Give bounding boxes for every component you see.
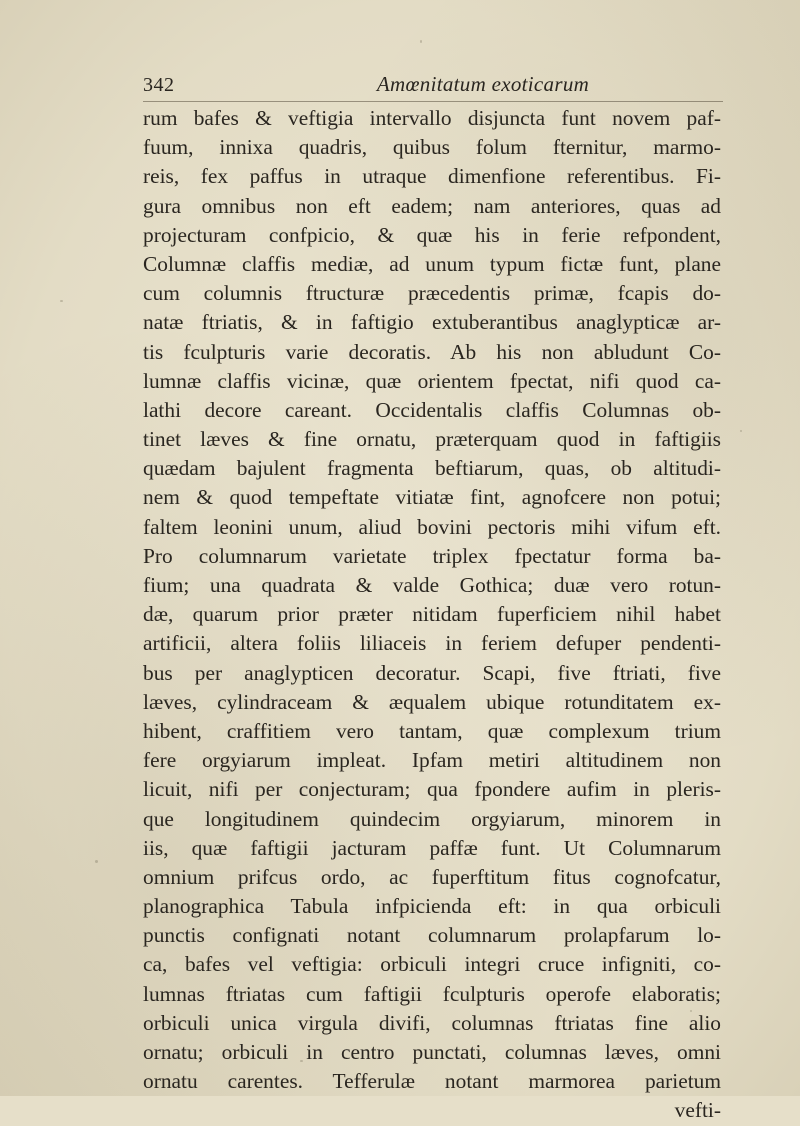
text-line: læves, cylindraceam & æqualem ubique rotunditatem ex- [143,689,721,714]
text-line: tis fculpturis varie decoratis. Ab his non abludunt Co- [143,339,721,364]
text-line: natæ ftriatis, & in faftigio extuberantibus anaglypticæ ar- [143,310,721,335]
paper-speck [300,1060,303,1062]
text-line: que longitudinem quindecim orgyiarum, minorem in [143,806,721,831]
paper-speck [690,1010,692,1012]
text-line: iis, quæ faftigii jacturam paffæ funt. Ut Columnarum [143,835,721,860]
text-line: lumnas ftriatas cum faftigii fculpturis operofe elaboratis; [143,981,721,1006]
paper-speck [95,860,98,863]
text-line: gura omnibus non eft eadem; nam anteriores, quas ad [143,193,721,218]
paper-speck [60,300,63,302]
text-line: ornatu; orbiculi in centro punctati, columnas læves, omni [143,1040,721,1064]
running-head: Amœnitatum exoticarum [376,72,590,96]
text-line: punctis confignati notant columnarum prolapfarum lo- [143,923,721,948]
text-line: projecturam confpicio, & quæ his in ferie refpondent, [143,222,721,247]
text-line: fium; una quadrata & valde Gothica; duæ vero rotun- [143,573,721,597]
text-line: Columnæ claffis mediæ, ad unum typum fictæ funt, plane [143,251,721,276]
text-line: dæ, quarum prior præter nitidam fuperficiem nihil habet [143,602,721,627]
text-line: cum columnis ftructuræ præcedentis primæ, fcapis do- [143,281,721,306]
text-line: fere orgyiarum impleat. Ipfam metiri altitudinem non [143,748,721,773]
text-line: Pro columnarum varietate triplex fpectatur forma ba- [143,543,721,568]
text-line: hibent, craffitiem vero tantam, quæ complexum trium [143,718,721,743]
catchword: vefti- [674,1098,721,1123]
text-line: planographica Tabula infpicienda eft: in qua orbiculi [143,894,721,919]
text-line: lathi decore careant. Occidentalis claffis Columnas ob- [143,397,721,422]
text-line: reis, fex paffus in utraque dimenfione referentibus. Fi- [143,164,721,189]
text-line: omnium prifcus ordo, ac fuperftitum fitus cognofcatur, [143,864,721,889]
text-line: ornatu carentes. Tefferulæ notant marmorea parietum [143,1069,721,1094]
text-line: faltem leonini unum, aliud bovini pectoris mihi vifum eft. [143,514,721,539]
text-line: tinet læves & fine ornatu, præterquam quod in faftigiis [143,427,721,452]
body-text [143,104,721,1126]
text-line: licuit, nifi per conjecturam; qua fpondere aufim in pleris- [143,777,721,802]
text-line: ca, bafes vel veftigia: orbiculi integri cruce infigniti, co- [143,952,721,977]
text-line: lumnæ claffis vicinæ, quæ orientem fpectat, nifi quod ca- [143,368,721,393]
text-line: rum bafes & veftigia intervallo disjuncta funt novem paf- [143,106,721,130]
page-header [143,72,723,102]
text-line: orbiculi unica virgula divifi, columnas ftriatas fine alio [143,1010,721,1035]
header-rule [143,101,723,102]
paper-speck [420,40,422,43]
paper-speck [740,430,742,432]
text-line: quædam bajulent fragmenta beftiarum, quas, ob altitudi- [143,456,721,481]
text-line: nem & quod tempeftate vitiatæ fint, agnofcere non potui; [143,485,721,510]
text-line: bus per anaglypticen decoratur. Scapi, five ftriati, five [143,660,721,685]
page-number: 342 [143,74,175,96]
text-line: artificii, altera foliis liliaceis in feriem defuper pendenti- [143,631,721,656]
text-line: fuum, innixa quadris, quibus folum fternitur, marmo- [143,135,721,160]
